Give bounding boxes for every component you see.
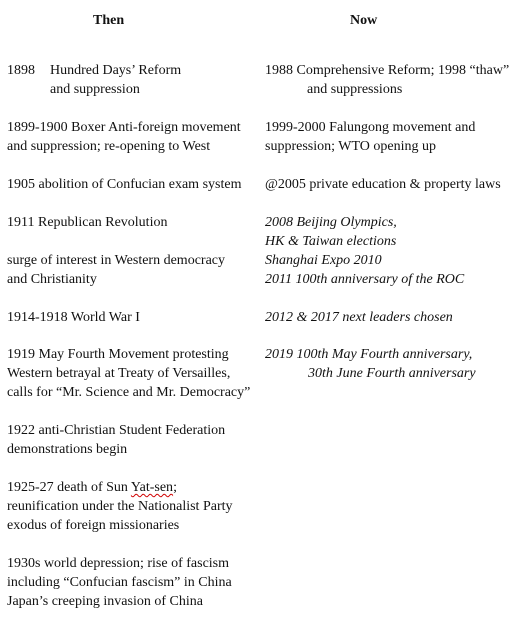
then-entry-surge [7, 251, 225, 289]
then-entry-text: 1930s world depression; rise of fascism [7, 556, 230, 571]
then-entry-text: 1925-27 death of Sun [7, 480, 131, 495]
then-entry-1905 [7, 175, 241, 194]
now-entry-text: 2019 100th May Fourth anniversary, [265, 347, 473, 362]
then-entry-text: Hundred Days’ Reform [50, 63, 182, 78]
then-entry-1911 [7, 213, 167, 232]
then-entry-text: exodus of foreign missionaries [7, 518, 180, 533]
then-entry-text: Japan’s creeping invasion of China [7, 594, 203, 609]
then-entry-year: 1898 [7, 63, 35, 78]
now-entry-2005 [265, 175, 501, 194]
now-entry-2019 [265, 345, 476, 383]
now-entry-2012 [265, 308, 453, 327]
then-entry-text: and suppression [50, 82, 140, 97]
then-entry-1899 [7, 118, 241, 156]
now-entry-text: @2005 private education & property laws [265, 177, 501, 192]
then-entry-text: ; [173, 480, 177, 495]
then-entry-text: Western betrayal at Treaty of Versailles, [7, 366, 231, 381]
then-entry-text: demonstrations begin [7, 442, 128, 457]
then-entry-text: calls for “Mr. Science and Mr. Democracy” [7, 385, 251, 400]
then-entry-1925 [7, 478, 233, 535]
then-entry-text: 1914-1918 World War I [7, 310, 140, 325]
then-entry-text: 1899-1900 Boxer Anti-foreign movement [7, 120, 241, 135]
now-entry-text: HK & Taiwan elections [265, 234, 397, 249]
then-entry-text: 1919 May Fourth Movement protesting [7, 347, 229, 362]
then-entry-text: and Christianity [7, 272, 97, 287]
now-entry-text: 1999-2000 Falungong movement and [265, 120, 476, 135]
then-entry-text: including “Confucian fascism” in China [7, 575, 232, 590]
spellcheck-underlined-word: Yat-sen [130, 480, 174, 495]
now-entry-text: 30th June Fourth anniversary [308, 366, 476, 381]
then-entry-1922 [7, 421, 225, 459]
then-entry-text: and suppression; re-opening to West [7, 139, 211, 154]
now-header: Now [350, 13, 378, 28]
then-entry-1919 [7, 345, 250, 402]
then-entry-text: surge of interest in Western democracy [7, 253, 226, 268]
now-entry-text: 2012 & 2017 next leaders chosen [265, 310, 453, 325]
then-entry-text: 1905 abolition of Confucian exam system [7, 177, 242, 192]
then-entry-1930s [7, 554, 232, 611]
now-entry-text: Shanghai Expo 2010 [265, 253, 382, 268]
now-entry-text: suppression; WTO opening up [265, 139, 436, 154]
then-entry-text: reunification under the Nationalist Party [7, 499, 233, 514]
then-header: Then [93, 13, 125, 28]
now-entry-text: 2008 Beijing Olympics, [265, 215, 397, 230]
now-entry-text: and suppressions [307, 82, 403, 97]
then-entry-1898 [7, 61, 181, 99]
now-entry-text: 1988 Comprehensive Reform; 1998 “thaw” [265, 63, 510, 78]
then-entry-1914 [7, 308, 140, 327]
then-entry-text: 1922 anti-Christian Student Federation [7, 423, 226, 438]
now-entry-1999 [265, 118, 475, 156]
then-entry-text: 1911 Republican Revolution [7, 215, 168, 230]
now-entry-text: 2011 100th anniversary of the ROC [265, 272, 465, 287]
now-entry-1988 [265, 61, 509, 99]
now-entry-2008 [265, 213, 464, 289]
